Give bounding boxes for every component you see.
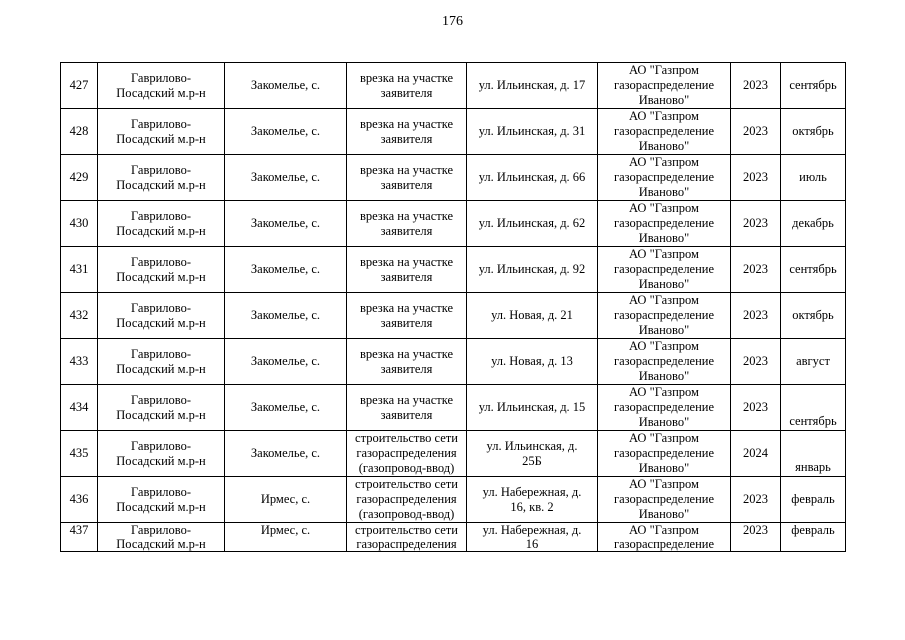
organization-text: АО "Газпром газораспределение [613,523,715,551]
table-row [61,385,846,431]
locality-text: Закомелье, с. [250,262,321,276]
locality-cell [225,109,347,155]
table-row [61,201,846,247]
year-cell [731,63,781,109]
row-number-text: 431 [69,262,89,276]
row-number-text: 434 [69,400,89,414]
locality-text: Закомелье, с. [250,124,321,138]
work-type-text: врезка на участке заявителя [359,116,454,146]
table-row [61,523,846,552]
year-text: 2023 [743,78,768,92]
table-body [61,63,846,552]
organization-cell [598,63,731,109]
organization-text: АО "Газпром газораспределение Иваново" [613,109,715,153]
address-cell [467,477,598,523]
address-text: ул. Ильинская, д. 17 [478,78,586,92]
organization-cell [598,477,731,523]
organization-cell [598,431,731,477]
work-type-text: врезка на участке заявителя [359,162,454,192]
locality-cell [225,477,347,523]
work-type-text: врезка на участке заявителя [359,300,454,330]
month-text: июль [799,170,827,184]
year-text: 2024 [743,446,768,460]
table-row [61,293,846,339]
year-cell [731,155,781,201]
locality-text: Закомелье, с. [250,170,321,184]
row-number-cell [61,523,98,552]
month-cell [781,63,846,109]
locality-cell [225,201,347,247]
row-number-text: 435 [69,446,89,460]
month-text: февраль [791,523,835,537]
address-text: ул. Ильинская, д. 92 [478,262,586,276]
district-text: Гаврилово- Посадский м.р-н [116,116,206,146]
row-number-cell [61,339,98,385]
locality-cell [225,431,347,477]
address-text: ул. Ильинская, д. 25Б [486,438,578,468]
organization-cell [598,201,731,247]
address-text: ул. Ильинская, д. 62 [478,216,586,230]
table-row [61,477,846,523]
work-type-text: врезка на участке заявителя [359,208,454,238]
address-cell [467,385,598,431]
district-cell [98,477,225,523]
district-cell [98,247,225,293]
address-cell [467,247,598,293]
row-number-cell [61,293,98,339]
district-text: Гаврилово- Посадский м.р-н [116,208,206,238]
row-number-text: 433 [69,354,89,368]
row-number-text: 429 [69,170,89,184]
table-row [61,247,846,293]
district-text: Гаврилово- Посадский м.р-н [116,162,206,192]
row-number-cell [61,385,98,431]
year-text: 2023 [743,354,768,368]
year-cell [731,523,781,552]
row-number-text: 430 [69,216,89,230]
year-text: 2023 [743,308,768,322]
work-type-cell [347,523,467,552]
row-number-text: 436 [69,492,89,506]
organization-cell [598,109,731,155]
district-text: Гаврилово- Посадский м.р-н [116,70,206,100]
organization-text: АО "Газпром газораспределение Иваново" [613,477,715,521]
organization-text: АО "Газпром газораспределение Иваново" [613,63,715,107]
locality-cell [225,63,347,109]
locality-text: Закомелье, с. [250,446,321,460]
organization-text: АО "Газпром газораспределение Иваново" [613,293,715,337]
row-number-cell [61,155,98,201]
locality-cell [225,247,347,293]
district-text: Гаврилово- Посадский м.р-н [116,346,206,376]
district-text: Гаврилово- Посадский м.р-н [116,438,206,468]
district-cell [98,431,225,477]
address-cell [467,155,598,201]
address-cell [467,63,598,109]
district-cell [98,155,225,201]
work-type-cell [347,477,467,523]
work-type-text: строительство сети газораспределения (газопровод-ввод) [355,477,458,521]
organization-cell [598,155,731,201]
year-text: 2023 [743,492,768,506]
work-type-cell [347,385,467,431]
row-number-cell [61,201,98,247]
year-text: 2023 [743,124,768,138]
month-cell [781,201,846,247]
organization-text: АО "Газпром газораспределение Иваново" [613,385,715,429]
month-text: февраль [791,492,835,506]
work-type-cell [347,109,467,155]
year-cell [731,385,781,431]
organization-cell [598,339,731,385]
district-text: Гаврилово- Посадский м.р-н [116,392,206,422]
year-text: 2023 [743,523,768,537]
month-text: октябрь [792,124,834,138]
organization-text: АО "Газпром газораспределение Иваново" [613,247,715,291]
work-type-text: врезка на участке заявителя [359,70,454,100]
year-text: 2023 [743,400,768,414]
month-cell [781,523,846,552]
organization-cell [598,385,731,431]
district-cell [98,63,225,109]
row-number-cell [61,431,98,477]
month-cell [781,385,846,431]
month-text: октябрь [792,308,834,322]
row-number-cell [61,247,98,293]
address-text: ул. Ильинская, д. 66 [478,170,586,184]
row-number-cell [61,477,98,523]
organization-text: АО "Газпром газораспределение Иваново" [613,201,715,245]
locality-text: Закомелье, с. [250,354,321,368]
gas-connection-table [60,62,846,552]
table-row [61,63,846,109]
year-text: 2023 [743,262,768,276]
district-text: Гаврилово- Посадский м.р-н [116,523,206,551]
work-type-cell [347,431,467,477]
address-cell [467,201,598,247]
locality-text: Закомелье, с. [250,78,321,92]
month-cell [781,247,846,293]
month-cell [781,339,846,385]
address-cell [467,523,598,552]
month-text: январь [795,460,831,474]
organization-text: АО "Газпром газораспределение Иваново" [613,155,715,199]
table-row [61,109,846,155]
table-row [61,155,846,201]
address-cell [467,339,598,385]
month-text: сентябрь [789,414,837,428]
organization-text: АО "Газпром газораспределение Иваново" [613,431,715,475]
address-text: ул. Набережная, д. 16 [482,523,582,551]
row-number-cell [61,109,98,155]
row-number-text: 432 [69,308,89,322]
work-type-cell [347,339,467,385]
month-cell [781,431,846,477]
work-type-text: врезка на участке заявителя [359,346,454,376]
year-text: 2023 [743,216,768,230]
work-type-text: строительство сети газораспределения (газопровод-ввод) [355,431,458,475]
year-cell [731,201,781,247]
year-cell [731,247,781,293]
district-cell [98,201,225,247]
organization-text: АО "Газпром газораспределение Иваново" [613,339,715,383]
locality-cell [225,385,347,431]
month-text: сентябрь [789,262,837,276]
table-row [61,339,846,385]
organization-cell [598,523,731,552]
locality-cell [225,523,347,552]
year-cell [731,109,781,155]
locality-text: Закомелье, с. [250,216,321,230]
organization-cell [598,247,731,293]
table-row [61,431,846,477]
year-cell [731,293,781,339]
district-cell [98,523,225,552]
year-text: 2023 [743,170,768,184]
month-cell [781,293,846,339]
work-type-text: врезка на участке заявителя [359,254,454,284]
locality-text: Закомелье, с. [250,308,321,322]
month-text: сентябрь [789,78,837,92]
row-number-text: 437 [69,523,89,537]
row-number-text: 427 [69,78,89,92]
organization-cell [598,293,731,339]
row-number-cell [61,63,98,109]
month-cell [781,477,846,523]
address-cell [467,293,598,339]
work-type-cell [347,293,467,339]
month-text: август [796,354,830,368]
month-text: декабрь [792,216,834,230]
locality-cell [225,155,347,201]
locality-text: Ирмес, с. [260,523,311,537]
work-type-cell [347,63,467,109]
locality-cell [225,293,347,339]
month-cell [781,109,846,155]
year-cell [731,477,781,523]
district-cell [98,293,225,339]
address-text: ул. Новая, д. 21 [491,308,573,322]
locality-text: Закомелье, с. [250,400,321,414]
year-cell [731,339,781,385]
row-number-text: 428 [69,124,89,138]
district-text: Гаврилово- Посадский м.р-н [116,484,206,514]
page-number: 176 [442,14,463,29]
district-cell [98,385,225,431]
address-cell [467,431,598,477]
locality-cell [225,339,347,385]
address-text: ул. Ильинская, д. 15 [478,400,586,414]
work-type-text: врезка на участке заявителя [359,392,454,422]
address-text: ул. Ильинская, д. 31 [478,124,586,138]
district-cell [98,109,225,155]
work-type-text: строительство сети газораспределения [355,523,458,551]
address-text: ул. Новая, д. 13 [491,354,573,368]
address-text: ул. Набережная, д. 16, кв. 2 [482,484,582,514]
work-type-cell [347,155,467,201]
year-cell [731,431,781,477]
month-cell [781,155,846,201]
work-type-cell [347,247,467,293]
district-text: Гаврилово- Посадский м.р-н [116,254,206,284]
locality-text: Ирмес, с. [260,492,311,506]
district-text: Гаврилово- Посадский м.р-н [116,300,206,330]
work-type-cell [347,201,467,247]
district-cell [98,339,225,385]
address-cell [467,109,598,155]
